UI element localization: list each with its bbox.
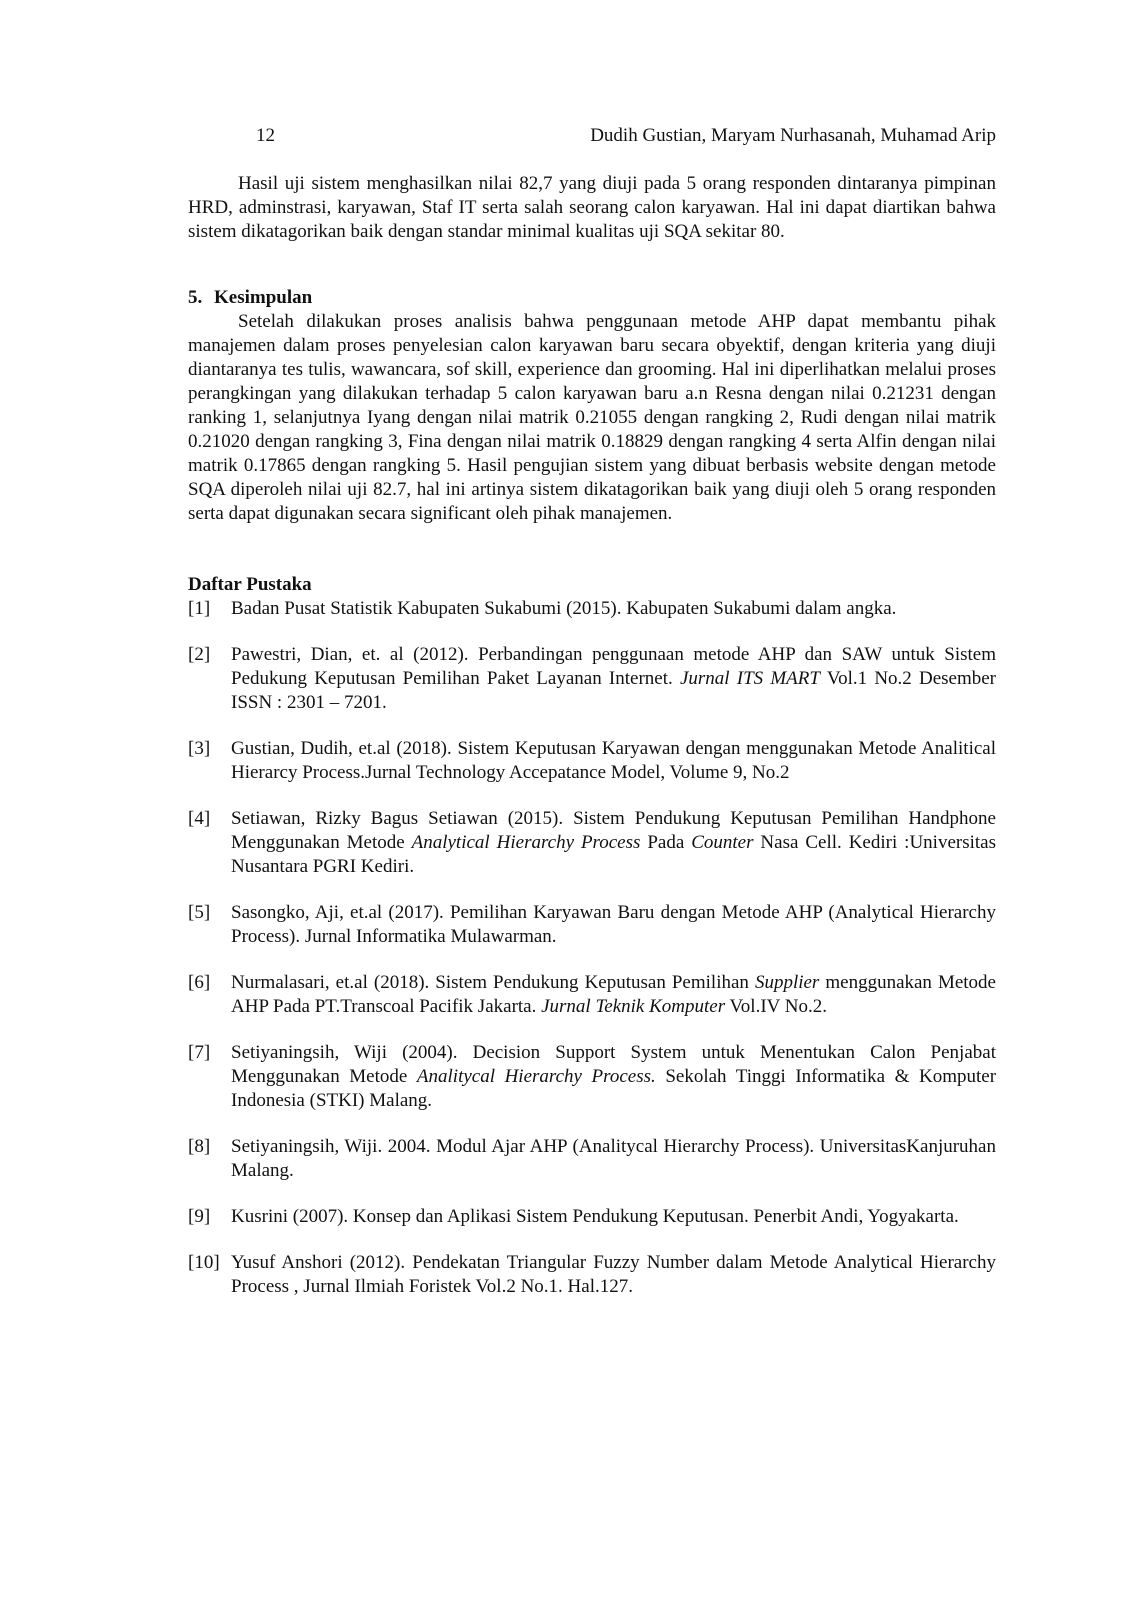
reference-text: Setiyaningsih, Wiji. 2004. Modul Ajar AHP (Analitycal Hierarchy Process). UniversitasKanjuruhan Malang. (231, 1136, 996, 1181)
reference-item (188, 1041, 996, 1113)
reference-text: menggunakan Metode AHP Pada PT.Transcoal Pacifik Jakarta. (231, 972, 996, 1017)
reference-text: Vol.IV No.2. (725, 996, 828, 1017)
reference-text: Sasongko, Aji, et.al (2017). Pemilihan Karyawan Baru dengan Metode AHP (Analytical Hierarchy Process). Jurnal Informatika Mulawarman. (231, 902, 996, 947)
section-title: Kesimpulan (214, 287, 313, 308)
reference-item (188, 1251, 996, 1299)
reference-text: Nurmalasari, et.al (2018). Sistem Pendukung Keputusan Pemilihan (231, 972, 755, 993)
reference-text: Sekolah Tinggi Informatika & Komputer Indonesia (STKI) Malang. (231, 1066, 997, 1111)
intro-paragraph: Hasil uji sistem menghasilkan nilai 82,7 yang diuji pada 5 orang responden dintaranya pimpinan HRD, adminstrasi, karyawan, Staf IT serta salah seorang calon karyawan. Hal ini dapat diartikan bahwa sistem dikatagorikan baik dengan standar minimal kualitas uji SQA sekitar 80. (188, 173, 996, 242)
reference-number: [1] (188, 598, 211, 619)
reference-text: Badan Pusat Statistik Kabupaten Sukabumi (2015). Kabupaten Sukabumi dalam angka. (231, 598, 897, 619)
reference-text: Pawestri, Dian, et. al (2012). Perbandingan penggunaan metode AHP dan SAW untuk Sistem Pedukung Keputusan Pemilihan Paket Layanan Internet. (231, 644, 996, 689)
reference-item (188, 901, 996, 949)
references-heading: Daftar Pustaka (188, 574, 312, 595)
reference-text: Kusrini (2007). Konsep dan Aplikasi Sistem Pendukung Keputusan. Penerbit Andi, Yogyakarta. (231, 1206, 959, 1227)
reference-number: [10] (188, 1252, 220, 1273)
reference-italic-text: Analytical Hierarchy Process (411, 832, 641, 853)
reference-italic-text: Jurnal ITS MART (679, 668, 820, 689)
reference-text: Pada (640, 832, 692, 853)
section-heading (188, 286, 996, 310)
reference-number: [3] (188, 738, 211, 759)
reference-number: [9] (188, 1206, 211, 1227)
page-content (188, 172, 996, 1321)
reference-italic-text: Counter (691, 832, 754, 853)
conclusion-paragraph: Setelah dilakukan proses analisis bahwa penggunaan metode AHP dapat membantu pihak manajemen dalam proses penyelesian calon karyawan baru secara obyektif, dengan kriteria yang diuji diantaranya tes tulis, wawancara, sof skill, experience dan grooming. Hal ini diperlihatkan melalui proses perangkingan yang dilakukan terhadap 5 calon karyawan baru a.n Resna dengan nilai 0.21231 dengan ranking 1, selanjutnya Iyang dengan nilai matrik 0.21055 dengan rangking 2, Rudi dengan nilai matrik 0.21020 dengan rangking 3, Fina dengan nilai matrik 0.18829 dengan rangking 4 serta Alfin dengan nilai matrik 0.17865 dengan rangking 5. Hasil pengujian sistem yang dibuat berbasis website dengan metode SQA diperoleh nilai uji 82.7, hal ini artinya sistem dikatagorikan baik yang diuji oleh 5 orang responden serta dapat digunakan secara significant oleh pihak manajemen. (188, 311, 996, 524)
reference-italic-text: Jurnal Teknik Komputer (541, 996, 726, 1017)
reference-item (188, 643, 996, 715)
reference-number: [6] (188, 972, 211, 993)
reference-text: Vol.1 No.2 Desember ISSN : 2301 – 7201. (231, 668, 997, 713)
reference-number: [8] (188, 1136, 211, 1157)
reference-text: Gustian, Dudih, et.al (2018). Sistem Keputusan Karyawan dengan menggunakan Metode Analitical Hierarcy Process.Jurnal Technology Accepatance Model, Volume 9, No.2 (231, 738, 996, 783)
reference-number: [7] (188, 1042, 211, 1063)
running-header (188, 124, 996, 150)
reference-item (188, 737, 996, 785)
reference-text: Setiawan, Rizky Bagus Setiawan (2015). Sistem Pendukung Keputusan Pemilihan Handphone Menggunakan Metode (231, 808, 996, 853)
reference-number: [2] (188, 644, 211, 665)
reference-italic-text: Analitycal Hierarchy Process. (416, 1066, 656, 1087)
reference-number: [5] (188, 902, 211, 923)
reference-item (188, 807, 996, 879)
page-number: 12 (256, 125, 275, 146)
running-header-authors: Dudih Gustian, Maryam Nurhasanah, Muhamad Arip (590, 125, 996, 146)
reference-item (188, 1135, 996, 1183)
reference-italic-text: Supplier (754, 972, 820, 993)
reference-text: Nasa Cell. Kediri :Universitas Nusantara PGRI Kediri. (231, 832, 996, 877)
reference-list (188, 597, 996, 1299)
reference-item (188, 597, 996, 621)
reference-item (188, 1205, 996, 1229)
reference-number: [4] (188, 808, 211, 829)
reference-text: Yusuf Anshori (2012). Pendekatan Triangular Fuzzy Number dalam Metode Analytical Hierarchy Process , Jurnal Ilmiah Foristek Vol.2 No.1. Hal.127. (231, 1252, 996, 1297)
reference-item (188, 971, 996, 1019)
section-number: 5. (188, 287, 203, 308)
reference-text: Setiyaningsih, Wiji (2004). Decision Support System untuk Menentukan Calon Penjabat Menggunakan Metode (231, 1042, 996, 1087)
